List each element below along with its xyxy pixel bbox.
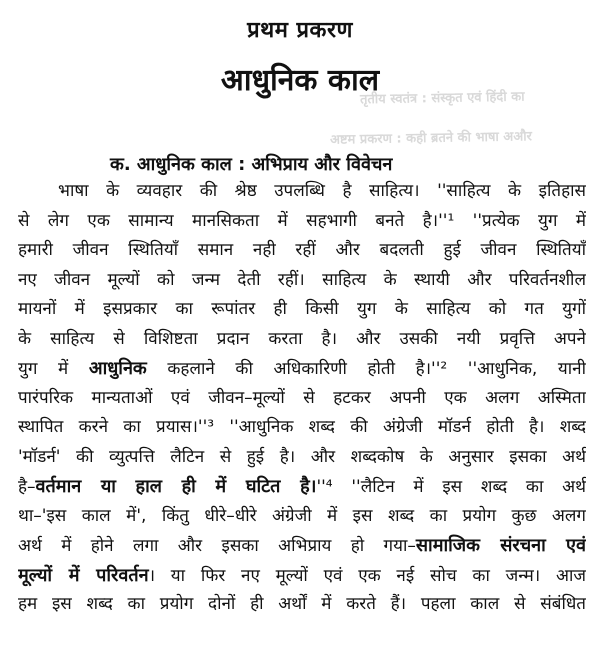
text-run: हम इस शब्द का प्रयोग दोनों ही अर्थों में करते हैं। पहला काल से संबंधित: [18, 594, 586, 614]
paragraph-line: [18, 236, 586, 266]
paragraph-line: [18, 502, 586, 532]
text-run: । या फिर नए मूल्यों एवं एक नई सोच का जन्म। आज: [148, 565, 586, 586]
text-run: अर्थ में होने लगा और इसका अभिप्राय हो गया–: [18, 536, 416, 556]
section-heading: क. आधुनिक काल : अभिप्राय और विवेचन: [110, 154, 393, 175]
paragraph-line: [18, 295, 586, 325]
paragraph-line: [18, 443, 586, 473]
paragraph-line: [18, 590, 586, 620]
bleed-through-text: तृतीय स्वतंत्र : संस्कृत एवं हिंदी का: [359, 89, 525, 108]
text-run: स्थापित करने का प्रयास।''³ ''आधुनिक शब्द की अंग्रेजी मॉडर्न होती है। शब्द: [18, 417, 586, 437]
paragraph-line: [18, 266, 586, 296]
text-run: कहलाने की अधिकारिणी होती है।''² ''आधुनिक, यानी: [146, 359, 586, 379]
paragraph-line: [18, 472, 586, 502]
text-run: से लेग एक सामान्य मानसिकता में सहभागी बनते है।''¹ ''प्रत्येक युग में: [18, 210, 586, 231]
chapter-heading: प्रथम प्रकरण: [247, 18, 353, 43]
emphasized-text: आधुनिक: [88, 358, 147, 379]
bleed-through-text: अष्टम प्रकरण : कही ब्रतने की भाषा अऔर: [329, 129, 533, 148]
text-run: भाषा के व्यवहार की श्रेष्ठ उपलब्धि है साहित्य। ''साहित्य के इतिहास: [58, 181, 586, 201]
text-run: पारंपरिक मान्यताओं एवं जीवन–मूल्यों से हटकर अपनी एक अलग अस्मिता: [18, 387, 586, 408]
text-run: मायनों में इसप्रकार का रूपांतर ही किसी युग के साहित्य को गत युगों: [18, 299, 586, 319]
emphasized-text: वर्तमान या हाल ही में घटित है।: [35, 476, 317, 497]
text-run: हमारी जीवन स्थितियाँ समान नही रहीं और बदलती हुई जीवन स्थितियाँ: [18, 240, 586, 260]
page-title: आधुनिक काल: [220, 63, 380, 98]
text-run: है–: [18, 477, 36, 497]
paragraph-line: [18, 325, 586, 355]
text-run: ''⁴ ''लैटिन में इस शब्द का अर्थ: [316, 477, 586, 497]
paragraph-line: [18, 413, 586, 443]
paragraph-line: [18, 207, 586, 237]
text-run: था–'इस काल में', किंतु धीरे–धीरे अंग्रेजी में इस शब्द का प्रयोग कुछ अलग: [18, 505, 586, 526]
text-run: नए जीवन मूल्यों को जन्म देती रहीं। साहित्य के स्थायी और परिवर्तनशील: [18, 269, 586, 290]
paragraph-line: [18, 177, 586, 207]
emphasized-text: सामाजिक संरचना एवं: [415, 535, 586, 556]
emphasized-text: मूल्यों में परिवर्तन: [18, 564, 149, 586]
text-run: युग में: [18, 359, 89, 379]
text-run: 'मॉडर्न' की व्युत्पत्ति लैटिन से हुई है। और शब्दकोष के अनुसार इसका अर्थ: [18, 446, 586, 467]
paragraph-line: [18, 561, 586, 591]
paragraph-line: [18, 531, 586, 561]
text-run: के साहित्य से विशिष्टता प्रदान करता है। और उसकी नयी प्रवृत्ति अपने: [18, 328, 586, 349]
paragraph-line: [18, 354, 586, 384]
body-text: [18, 177, 586, 620]
paragraph-line: [18, 384, 586, 414]
